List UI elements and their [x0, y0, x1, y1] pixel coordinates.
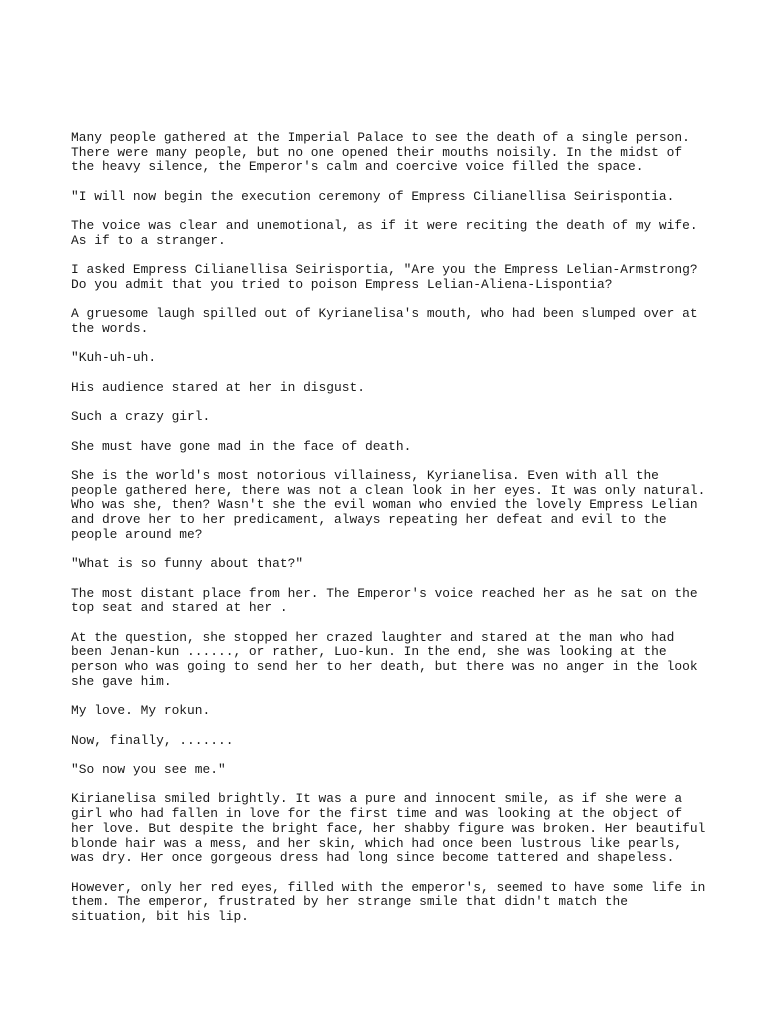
paragraph-10: She is the world's most notorious villainess, Kyrianelisa. Even with all the people gathered here, there was not a clean look in her eyes. It was only natural. Who was she, then? Wasn't she the evil woman who envied the lovely Empress Lelian and drove her to her predicament, always repeating her defeat and evil to the people around me?: [71, 468, 706, 542]
paragraph-16: "So now you see me.": [71, 762, 226, 777]
paragraph-17: Kirianelisa smiled brightly. It was a pure and innocent smile, as if she were a girl who had fallen in love for the first time and was looking at the object of her love. But despite the bright face, her shabby figure was broken. Her beautiful blonde hair was a mess, and her skin, which had once been lustrous like pearls, was dry. Her once gorgeous dress had long since become tattered and shapeless.: [71, 791, 706, 866]
paragraph-14: My love. My rokun.: [71, 703, 211, 719]
paragraph-7: His audience stared at her in disgust.: [71, 379, 365, 395]
paragraph-6: "Kuh-uh-uh.: [71, 350, 157, 366]
paragraph-8: Such a crazy girl.: [71, 409, 211, 425]
paragraph-9: She must have gone mad in the face of death.: [71, 438, 412, 454]
paragraph-13: At the question, she stopped her crazed laughter and stared at the man who had been Jenan-kun ......, or rather, Luo-kun. In the end, she was looking at the person who was going to send her to her death, but there was no anger in the look she gave him.: [71, 629, 698, 689]
paragraph-11: "What is so funny about that?": [71, 556, 304, 572]
document-page: [71, 131, 711, 939]
paragraph-15: Now, finally, .......: [71, 732, 234, 748]
paragraph-2: "I will now begin the execution ceremony of Empress Cilianellisa Seirispontia.: [71, 188, 675, 204]
paragraph-12: The most distant place from her. The Emperor's voice reached her as he sat on the top seat and stared at her .: [71, 585, 698, 616]
paragraph-18: However, only her red eyes, filled with the emperor's, seemed to have some life in them. The emperor, frustrated by her strange smile that didn't match the situation, bit his lip.: [71, 879, 706, 924]
paragraph-5: A gruesome laugh spilled out of Kyrianelisa's mouth, who had been slumped over at the words.: [71, 306, 698, 337]
paragraph-4: I asked Empress Cilianellisa Seirisportia, "Are you the Empress Lelian-Armstrong? Do you admit that you tried to poison Empress Lelian-Aliena-Lispontia?: [71, 262, 698, 292]
paragraph-1: Many people gathered at the Imperial Palace to see the death of a single person. There were many people, but no one opened their mouths noisily. In the midst of the heavy silence, the Emperor's calm and coercive voice filled the space.: [71, 130, 690, 175]
paragraph-3: The voice was clear and unemotional, as if it were reciting the death of my wife. As if to a stranger.: [71, 218, 698, 248]
